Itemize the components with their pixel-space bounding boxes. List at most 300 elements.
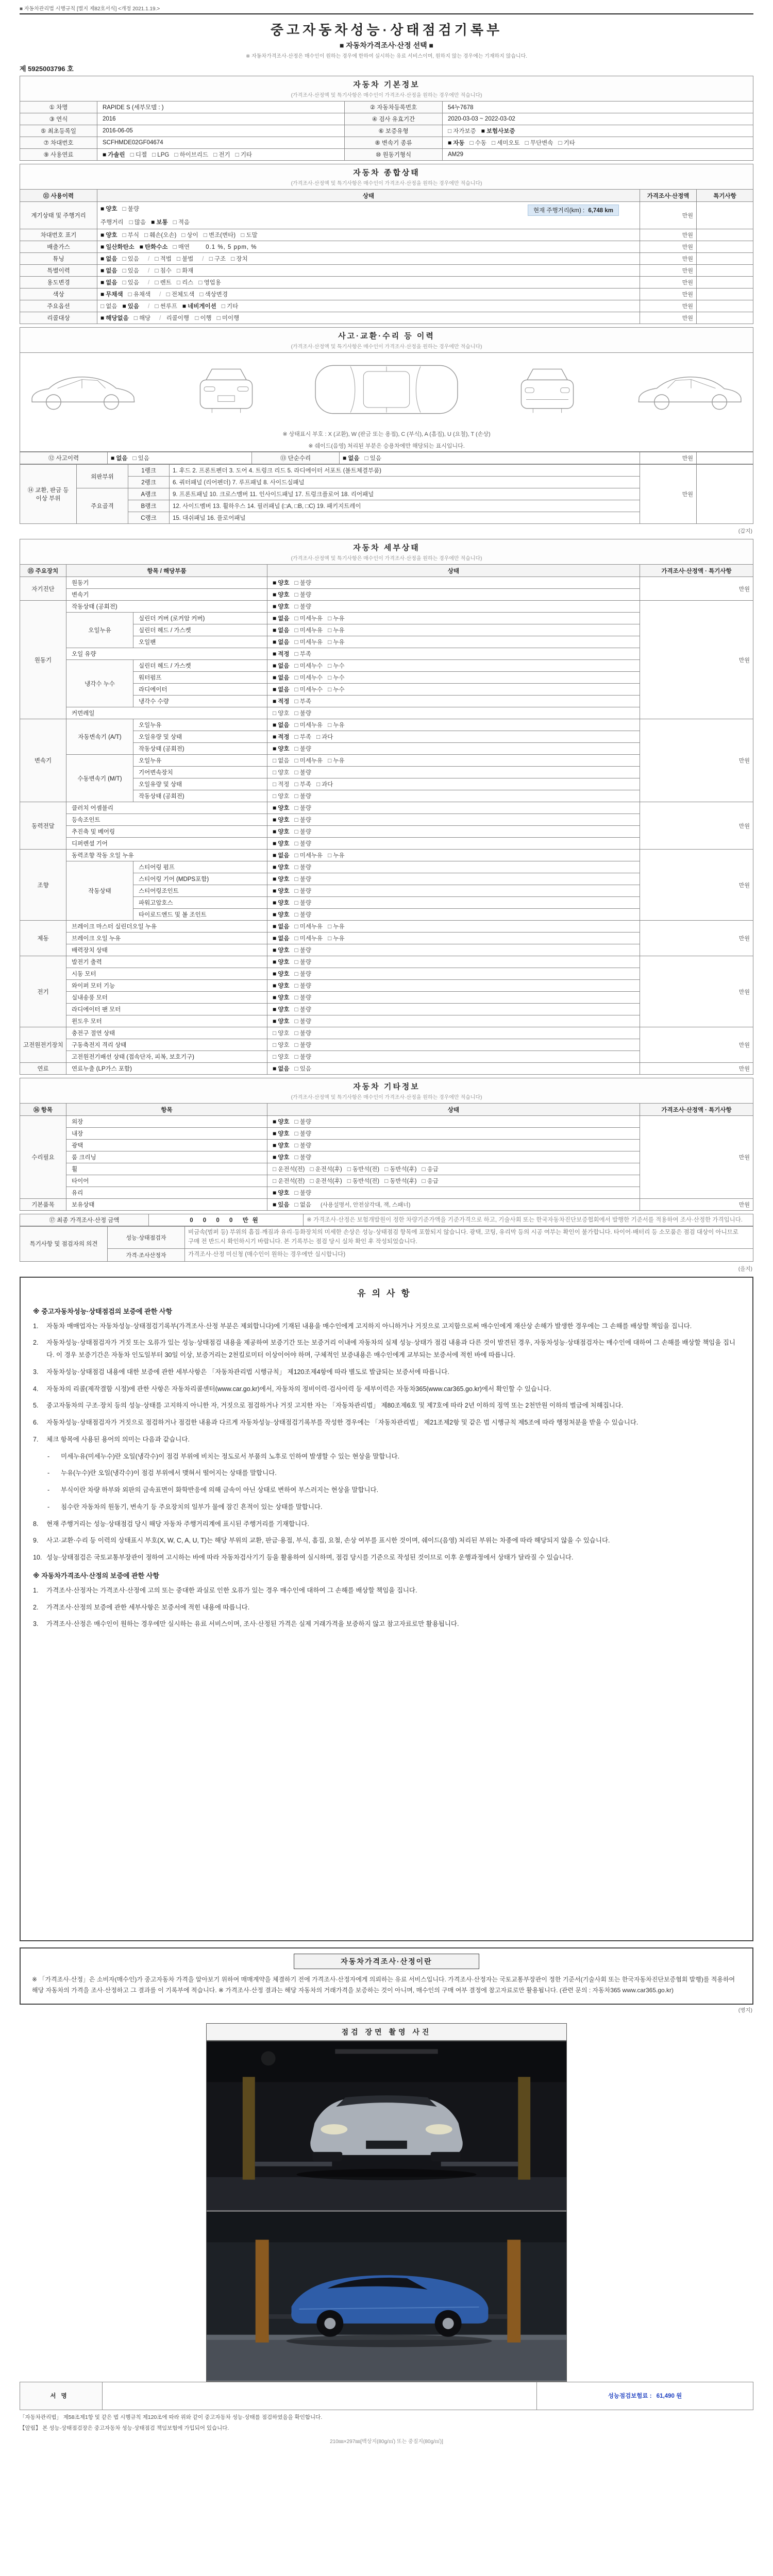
checkbox-icon[interactable]: ■: [151, 218, 155, 226]
checkbox-option[interactable]: □ 불량: [294, 1018, 311, 1025]
checkbox-option[interactable]: ■ 없음: [273, 686, 290, 693]
checkbox-icon[interactable]: □: [294, 769, 298, 776]
checkbox-icon[interactable]: □: [122, 231, 126, 239]
checkbox-option[interactable]: □ 불량: [294, 816, 311, 823]
checkbox-icon[interactable]: ■: [273, 852, 277, 859]
checkbox-option[interactable]: ■ 양호: [273, 875, 290, 883]
status-checkbox-group[interactable]: [273, 1178, 444, 1184]
checkbox-option[interactable]: □ 불량: [294, 1006, 311, 1013]
checkbox-option[interactable]: □ 동반석(전): [347, 1177, 380, 1184]
status-checkbox-group[interactable]: [273, 651, 316, 657]
checkbox-option[interactable]: ■ 없음: [100, 267, 117, 274]
status-checkbox-group[interactable]: [273, 663, 350, 669]
status-checkbox-group[interactable]: [273, 995, 316, 1001]
checkbox-option[interactable]: □ 불량: [294, 1142, 311, 1149]
checkbox-option[interactable]: □ 적법: [155, 255, 172, 262]
status-checkbox-group[interactable]: [273, 841, 316, 847]
checkbox-icon[interactable]: □: [310, 1177, 314, 1184]
checkbox-option[interactable]: □ 전기: [213, 151, 230, 158]
checkbox-option[interactable]: □ 부족: [294, 698, 311, 705]
checkbox-icon[interactable]: □: [328, 626, 332, 634]
checkbox-icon[interactable]: □: [181, 231, 186, 239]
checkbox-option[interactable]: □ 침수: [155, 267, 172, 274]
checkbox-option[interactable]: □ 자가보증: [448, 127, 476, 134]
checkbox-icon[interactable]: □: [294, 1189, 298, 1196]
checkbox-icon[interactable]: ■: [273, 1006, 277, 1013]
status-checkbox-group[interactable]: [273, 758, 350, 764]
checkbox-option[interactable]: □ 있음: [122, 267, 139, 274]
checkbox-option[interactable]: □ 불량: [294, 804, 311, 811]
checkbox-option[interactable]: □ 누유: [328, 852, 345, 859]
usage-change-options[interactable]: [100, 280, 144, 286]
checkbox-option[interactable]: ■ 양호: [273, 1118, 290, 1125]
checkbox-option[interactable]: □ 없음: [294, 1201, 311, 1208]
status-checkbox-group[interactable]: [273, 983, 316, 989]
checkbox-icon[interactable]: □: [448, 127, 452, 134]
checkbox-option[interactable]: ■ 양호: [273, 591, 290, 598]
checkbox-icon[interactable]: ■: [273, 911, 277, 918]
checkbox-icon[interactable]: □: [328, 852, 332, 859]
checkbox-icon[interactable]: □: [294, 1006, 298, 1013]
checkbox-icon[interactable]: ■: [273, 970, 277, 977]
checkbox-icon[interactable]: □: [294, 1142, 298, 1149]
checkbox-icon[interactable]: □: [155, 255, 159, 262]
status-checkbox-group[interactable]: [273, 1007, 316, 1013]
checkbox-icon[interactable]: □: [216, 314, 221, 321]
checkbox-option[interactable]: □ 불량: [294, 994, 311, 1001]
checkbox-option[interactable]: □ 장치: [231, 255, 248, 262]
status-checkbox-group[interactable]: [273, 675, 350, 681]
checkbox-icon[interactable]: ■: [273, 662, 277, 669]
checkbox-icon[interactable]: ■: [273, 686, 277, 693]
checkbox-option[interactable]: □ 색상변경: [199, 291, 228, 298]
checkbox-option[interactable]: □ 미세누유: [294, 615, 323, 622]
checkbox-icon[interactable]: ■: [273, 816, 277, 823]
status-checkbox-group[interactable]: [273, 580, 316, 586]
checkbox-icon[interactable]: ■: [100, 231, 105, 239]
checkbox-icon[interactable]: ■: [273, 1065, 277, 1072]
checkbox-option[interactable]: □ 화재: [176, 267, 194, 274]
checkbox-option[interactable]: □ 미세누유: [294, 721, 323, 728]
checkbox-option[interactable]: ■ 적정: [273, 698, 290, 705]
checkbox-icon[interactable]: ■: [273, 982, 277, 989]
checkbox-option[interactable]: □ 누유: [328, 721, 345, 728]
checkbox-option[interactable]: ■ 없음: [273, 626, 290, 634]
checkbox-icon[interactable]: □: [273, 769, 277, 776]
checkbox-icon[interactable]: □: [294, 911, 298, 918]
checkbox-option[interactable]: □ 누유: [328, 935, 345, 942]
checkbox-option[interactable]: ■ 양호: [273, 1189, 290, 1196]
status-checkbox-group[interactable]: [273, 746, 316, 752]
checkbox-icon[interactable]: ■: [273, 887, 277, 894]
status-checkbox-group[interactable]: [273, 770, 316, 776]
main-options-kind[interactable]: [155, 303, 243, 310]
status-checkbox-group[interactable]: [273, 971, 316, 977]
status-checkbox-group[interactable]: [273, 1131, 316, 1137]
status-checkbox-group[interactable]: [273, 1054, 316, 1060]
checkbox-icon[interactable]: □: [152, 151, 156, 158]
checkbox-icon[interactable]: □: [294, 781, 298, 788]
checkbox-icon[interactable]: □: [294, 828, 298, 835]
checkbox-option[interactable]: □ 누유: [328, 615, 345, 622]
checkbox-option[interactable]: □ 불량: [294, 603, 311, 610]
checkbox-icon[interactable]: □: [132, 454, 137, 462]
checkbox-option[interactable]: ■ 양호: [273, 994, 290, 1001]
checkbox-option[interactable]: ■ 없음: [273, 615, 290, 622]
checkbox-icon[interactable]: □: [294, 1154, 298, 1161]
checkbox-option[interactable]: □ 불량: [294, 828, 311, 835]
checkbox-icon[interactable]: ■: [122, 302, 126, 310]
checkbox-option[interactable]: □ 있음: [132, 454, 149, 462]
tuning-kind-options[interactable]: [209, 256, 253, 262]
checkbox-icon[interactable]: ■: [273, 603, 277, 610]
checkbox-option[interactable]: ■ 없음: [273, 638, 290, 646]
checkbox-icon[interactable]: □: [231, 255, 235, 262]
checkbox-icon[interactable]: □: [213, 151, 217, 158]
checkbox-option[interactable]: □ 응급: [422, 1165, 439, 1173]
checkbox-option[interactable]: ■ 가솔린: [103, 151, 125, 158]
checkbox-option[interactable]: ■ 양호: [100, 231, 117, 239]
status-checkbox-group[interactable]: [273, 936, 350, 942]
checkbox-option[interactable]: ■ 양호: [273, 887, 290, 894]
checkbox-option[interactable]: ■ 보험사보증: [481, 127, 515, 134]
status-checkbox-group[interactable]: [273, 817, 316, 823]
checkbox-option[interactable]: ■ 보통: [151, 218, 168, 226]
checkbox-icon[interactable]: ■: [273, 1118, 277, 1125]
checkbox-option[interactable]: □ 동반석(후): [384, 1165, 417, 1173]
checkbox-option[interactable]: □ 무단변속: [525, 139, 553, 146]
fuel-options[interactable]: [103, 152, 257, 158]
checkbox-option[interactable]: □ 없음: [100, 302, 117, 310]
checkbox-option[interactable]: □ 불량: [294, 887, 311, 894]
checkbox-option[interactable]: ■ 없음: [273, 721, 290, 728]
checkbox-option[interactable]: □ 하이브리드: [174, 151, 209, 158]
checkbox-option[interactable]: ■ 자동: [448, 139, 465, 146]
checkbox-icon[interactable]: ■: [273, 1018, 277, 1025]
checkbox-icon[interactable]: □: [294, 816, 298, 823]
checkbox-option[interactable]: □ 불량: [294, 970, 311, 977]
checkbox-icon[interactable]: □: [198, 279, 203, 286]
checkbox-option[interactable]: □ 미세누유: [294, 935, 323, 942]
checkbox-icon[interactable]: □: [294, 1130, 298, 1137]
checkbox-option[interactable]: □ 불량: [294, 579, 311, 586]
checkbox-icon[interactable]: ■: [273, 721, 277, 728]
status-checkbox-group[interactable]: [273, 1119, 316, 1125]
checkbox-option[interactable]: ■ 양호: [273, 958, 290, 965]
checkbox-option[interactable]: □ 불량: [294, 840, 311, 847]
checkbox-option[interactable]: ■ 양호: [273, 579, 290, 586]
status-checkbox-group[interactable]: [273, 782, 338, 788]
checkbox-option[interactable]: □ 부식: [122, 231, 139, 239]
checkbox-option[interactable]: □ 불량: [294, 875, 311, 883]
checkbox-option[interactable]: □ 불량: [122, 205, 139, 212]
checkbox-icon[interactable]: □: [273, 1165, 277, 1173]
checkbox-option[interactable]: ■ 적정: [273, 650, 290, 657]
checkbox-option[interactable]: □ 양호: [273, 792, 290, 800]
checkbox-icon[interactable]: □: [176, 255, 181, 262]
checkbox-icon[interactable]: □: [294, 650, 298, 657]
checkbox-icon[interactable]: □: [273, 709, 277, 717]
checkbox-icon[interactable]: □: [384, 1177, 389, 1184]
checkbox-icon[interactable]: □: [294, 638, 298, 646]
checkbox-option[interactable]: ■ 양호: [100, 205, 117, 212]
checkbox-icon[interactable]: □: [294, 875, 298, 883]
checkbox-option[interactable]: □ 미이행: [216, 314, 240, 321]
checkbox-option[interactable]: ■ 양호: [273, 828, 290, 835]
checkbox-option[interactable]: □ 있음: [294, 1065, 311, 1072]
checkbox-icon[interactable]: □: [273, 757, 277, 764]
status-checkbox-group[interactable]: [273, 687, 350, 693]
checkbox-option[interactable]: □ 누유: [328, 757, 345, 764]
checkbox-icon[interactable]: □: [176, 279, 181, 286]
checkbox-icon[interactable]: ■: [273, 615, 277, 622]
checkbox-option[interactable]: □ 있음: [364, 454, 381, 462]
checkbox-option[interactable]: □ 양호: [273, 709, 290, 717]
checkbox-icon[interactable]: ■: [273, 1142, 277, 1149]
checkbox-icon[interactable]: □: [294, 674, 298, 681]
checkbox-icon[interactable]: □: [294, 863, 298, 871]
checkbox-option[interactable]: □ 동반석(전): [347, 1165, 380, 1173]
status-checkbox-group[interactable]: [273, 1190, 316, 1196]
status-checkbox-group[interactable]: [273, 900, 316, 906]
checkbox-option[interactable]: □ 누유: [328, 923, 345, 930]
checkbox-icon[interactable]: □: [173, 243, 177, 250]
checkbox-icon[interactable]: □: [294, 745, 298, 752]
checkbox-option[interactable]: ■ 해당없음: [100, 314, 129, 321]
checkbox-option[interactable]: □ 응급: [422, 1177, 439, 1184]
checkbox-icon[interactable]: □: [294, 721, 298, 728]
checkbox-option[interactable]: □ 미세누수: [294, 686, 323, 693]
checkbox-option[interactable]: ■ 없음: [273, 1065, 290, 1072]
checkbox-option[interactable]: ■ 양호: [273, 603, 290, 610]
checkbox-option[interactable]: □ 불량: [294, 1041, 311, 1048]
tuning-legal-options[interactable]: [155, 256, 198, 262]
checkbox-icon[interactable]: □: [328, 674, 332, 681]
checkbox-icon[interactable]: □: [491, 139, 496, 146]
checkbox-option[interactable]: □ 불량: [294, 1029, 311, 1037]
checkbox-icon[interactable]: □: [558, 139, 562, 146]
checkbox-icon[interactable]: □: [294, 804, 298, 811]
checkbox-option[interactable]: □ 미세누유: [294, 626, 323, 634]
checkbox-option[interactable]: ■ 없음: [343, 454, 360, 462]
checkbox-option[interactable]: □ 기타: [235, 151, 253, 158]
checkbox-option[interactable]: □ 양호: [273, 769, 290, 776]
checkbox-option[interactable]: □ 불량: [294, 1130, 311, 1137]
checkbox-icon[interactable]: □: [328, 662, 332, 669]
special-history-kind-options[interactable]: [155, 268, 198, 274]
checkbox-option[interactable]: ■ 양호: [273, 1142, 290, 1149]
checkbox-icon[interactable]: ■: [273, 958, 277, 965]
checkbox-option[interactable]: ■ 양호: [273, 804, 290, 811]
checkbox-icon[interactable]: □: [273, 792, 277, 800]
checkbox-option[interactable]: □ 매연: [173, 243, 190, 250]
status-checkbox-group[interactable]: [273, 947, 316, 954]
checkbox-option[interactable]: □ 디젤: [130, 151, 147, 158]
checkbox-icon[interactable]: □: [155, 279, 159, 286]
recall-fulfillment-options[interactable]: [195, 315, 244, 321]
checkbox-icon[interactable]: □: [241, 231, 245, 239]
checkbox-option[interactable]: □ 있음: [122, 255, 139, 262]
accident-history-options[interactable]: [111, 455, 155, 462]
checkbox-icon[interactable]: ■: [273, 650, 277, 657]
checkbox-option[interactable]: ■ 있음: [273, 1201, 290, 1208]
status-checkbox-group[interactable]: [273, 604, 316, 610]
checkbox-option[interactable]: □ 불량: [294, 745, 311, 752]
status-checkbox-group[interactable]: [273, 959, 316, 965]
checkbox-option[interactable]: □ 동반석(후): [384, 1177, 417, 1184]
status-checkbox-group[interactable]: [273, 1143, 316, 1149]
checkbox-option[interactable]: □ 이행: [195, 314, 212, 321]
checkbox-icon[interactable]: ■: [273, 579, 277, 586]
checkbox-icon[interactable]: □: [364, 454, 368, 462]
checkbox-icon[interactable]: □: [294, 946, 298, 954]
checkbox-option[interactable]: □ 불량: [294, 769, 311, 776]
odometer-state-options[interactable]: [100, 206, 144, 212]
checkbox-option[interactable]: □ 불량: [294, 792, 311, 800]
checkbox-option[interactable]: □ 불량: [294, 591, 311, 598]
checkbox-icon[interactable]: □: [294, 1201, 298, 1208]
checkbox-icon[interactable]: □: [235, 151, 239, 158]
checkbox-option[interactable]: □ 부족: [294, 733, 311, 740]
checkbox-option[interactable]: □ 불량: [294, 1118, 311, 1125]
checkbox-icon[interactable]: □: [294, 1018, 298, 1025]
checkbox-icon[interactable]: □: [294, 1029, 298, 1037]
warranty-type-options[interactable]: [448, 128, 520, 134]
checkbox-icon[interactable]: ■: [100, 255, 105, 262]
checkbox-icon[interactable]: ■: [273, 804, 277, 811]
checkbox-icon[interactable]: □: [294, 852, 298, 859]
checkbox-option[interactable]: ■ 없음: [273, 852, 290, 859]
checkbox-icon[interactable]: □: [328, 686, 332, 693]
checkbox-icon[interactable]: ■: [139, 243, 144, 250]
checkbox-option[interactable]: ■ 없음: [273, 674, 290, 681]
checkbox-option[interactable]: □ 불량: [294, 863, 311, 871]
status-checkbox-group[interactable]: [273, 592, 316, 598]
checkbox-option[interactable]: □ 리스: [176, 279, 194, 286]
checkbox-option[interactable]: □ 운전석(전): [273, 1165, 305, 1173]
checkbox-icon[interactable]: □: [176, 267, 181, 274]
checkbox-option[interactable]: □ 있음: [122, 279, 139, 286]
checkbox-option[interactable]: □ 불법: [176, 255, 194, 262]
checkbox-icon[interactable]: □: [294, 958, 298, 965]
status-checkbox-group[interactable]: [273, 912, 316, 918]
status-checkbox-group[interactable]: [273, 888, 316, 894]
checkbox-option[interactable]: □ 세미오토: [491, 139, 520, 146]
checkbox-icon[interactable]: □: [294, 698, 298, 705]
status-checkbox-group[interactable]: [273, 1030, 316, 1037]
status-checkbox-group[interactable]: [273, 793, 316, 800]
checkbox-option[interactable]: □ 상이: [181, 231, 198, 239]
checkbox-icon[interactable]: ■: [273, 626, 277, 634]
checkbox-icon[interactable]: □: [273, 1177, 277, 1184]
status-checkbox-group[interactable]: [273, 1202, 316, 1208]
status-checkbox-group[interactable]: [273, 865, 316, 871]
checkbox-option[interactable]: □ 불량: [294, 709, 311, 717]
checkbox-icon[interactable]: □: [294, 1053, 298, 1060]
checkbox-option[interactable]: □ 부족: [294, 650, 311, 657]
checkbox-icon[interactable]: □: [294, 579, 298, 586]
checkbox-option[interactable]: □ 운전석(후): [310, 1165, 342, 1173]
checkbox-option[interactable]: □ 렌트: [155, 279, 172, 286]
checkbox-option[interactable]: □ 미세누유: [294, 923, 323, 930]
checkbox-icon[interactable]: ■: [273, 638, 277, 646]
checkbox-icon[interactable]: □: [294, 709, 298, 717]
checkbox-option[interactable]: ■ 양호: [273, 970, 290, 977]
checkbox-option[interactable]: □ 불량: [294, 982, 311, 989]
checkbox-icon[interactable]: □: [294, 1065, 298, 1072]
checkbox-option[interactable]: □ 누수: [328, 662, 345, 669]
checkbox-icon[interactable]: □: [525, 139, 529, 146]
checkbox-option[interactable]: □ 미세누수: [294, 674, 323, 681]
checkbox-icon[interactable]: □: [122, 279, 126, 286]
checkbox-icon[interactable]: ■: [273, 591, 277, 598]
checkbox-icon[interactable]: □: [294, 792, 298, 800]
checkbox-icon[interactable]: ■: [273, 733, 277, 740]
checkbox-option[interactable]: ■ 무채색: [100, 291, 123, 298]
checkbox-option[interactable]: ■ 양호: [273, 982, 290, 989]
checkbox-icon[interactable]: □: [209, 255, 213, 262]
checkbox-option[interactable]: □ 미세누유: [294, 852, 323, 859]
checkbox-option[interactable]: □ 미세누유: [294, 757, 323, 764]
checkbox-icon[interactable]: ■: [273, 1130, 277, 1137]
status-checkbox-group[interactable]: [273, 1066, 316, 1072]
checkbox-option[interactable]: ■ 있음: [122, 302, 139, 310]
main-options-presence[interactable]: [100, 303, 144, 310]
checkbox-option[interactable]: □ 미세누수: [294, 662, 323, 669]
signature-space[interactable]: [103, 2382, 537, 2410]
checkbox-icon[interactable]: □: [294, 603, 298, 610]
checkbox-icon[interactable]: □: [128, 291, 132, 298]
checkbox-option[interactable]: ■ 양호: [273, 911, 290, 918]
checkbox-icon[interactable]: □: [221, 302, 225, 310]
checkbox-option[interactable]: □ 불량: [294, 911, 311, 918]
checkbox-option[interactable]: □ 변조(변타): [203, 231, 236, 239]
checkbox-option[interactable]: ■ 양호: [273, 1018, 290, 1025]
checkbox-icon[interactable]: ■: [273, 946, 277, 954]
status-checkbox-group[interactable]: [273, 710, 316, 717]
checkbox-icon[interactable]: ■: [273, 935, 277, 942]
checkbox-icon[interactable]: □: [316, 781, 321, 788]
checkbox-icon[interactable]: ■: [273, 698, 277, 705]
checkbox-icon[interactable]: □: [130, 151, 134, 158]
checkbox-icon[interactable]: □: [155, 267, 159, 274]
checkbox-icon[interactable]: □: [294, 1118, 298, 1125]
status-checkbox-group[interactable]: [273, 628, 350, 634]
checkbox-icon[interactable]: □: [384, 1165, 389, 1173]
status-checkbox-group[interactable]: [273, 805, 316, 811]
checkbox-option[interactable]: □ 미세누유: [294, 638, 323, 646]
checkbox-option[interactable]: □ 과다: [316, 733, 333, 740]
checkbox-option[interactable]: □ 훼손(오손): [144, 231, 177, 239]
checkbox-icon[interactable]: □: [328, 923, 332, 930]
status-checkbox-group[interactable]: [273, 1166, 444, 1173]
checkbox-option[interactable]: ■ 양호: [273, 946, 290, 954]
checkbox-icon[interactable]: □: [203, 231, 208, 239]
checkbox-option[interactable]: □ 해당: [133, 314, 151, 321]
checkbox-option[interactable]: □ 과다: [316, 781, 333, 788]
checkbox-option[interactable]: ■ 없음: [273, 662, 290, 669]
checkbox-icon[interactable]: □: [199, 291, 204, 298]
checkbox-option[interactable]: ■ 없음: [111, 454, 128, 462]
checkbox-icon[interactable]: □: [122, 205, 126, 212]
checkbox-option[interactable]: □ 부족: [294, 781, 311, 788]
checkbox-icon[interactable]: □: [328, 721, 332, 728]
checkbox-option[interactable]: ■ 네비게이션: [182, 302, 216, 310]
special-history-options[interactable]: [100, 268, 144, 274]
checkbox-icon[interactable]: □: [294, 757, 298, 764]
status-checkbox-group[interactable]: [273, 924, 350, 930]
checkbox-icon[interactable]: □: [294, 899, 298, 906]
